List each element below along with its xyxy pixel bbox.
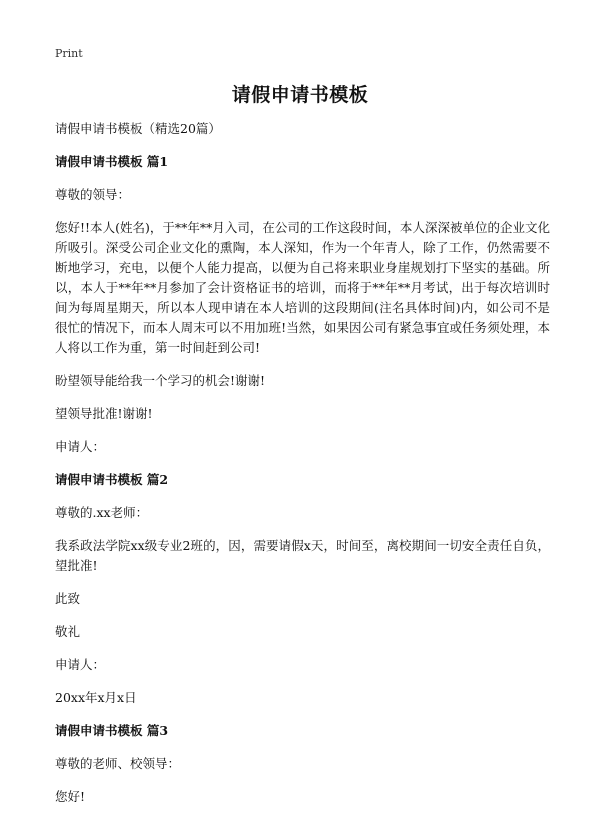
section-3-greeting: 您好!: [55, 789, 86, 804]
page-title: 请假申请书模板: [231, 84, 369, 106]
section-2-closing-1: 此致: [55, 591, 81, 606]
section-1-salutation: 尊敬的领导：: [55, 187, 131, 202]
section-heading-1: 请假申请书模板 篇1: [55, 154, 169, 169]
section-1-signer: 申请人：: [55, 439, 106, 454]
section-2-signer: 申请人：: [55, 657, 106, 672]
section-1-line-2: 望领导批准!谢谢!: [55, 406, 153, 421]
section-2-date: 20xx年x月x日: [55, 690, 137, 705]
section-1-body: 您好!!本人(姓名)，于**年**月入司，在公司的工作这段时间，本人深深被单位的企业文化所吸引。深受公司企业文化的熏陶，本人深知，作为一个年青人，除了工作，仍然需要不断地学习，充电，以便个人能力提高，以便为自己将来职业身崖规划打下坚实的基础。所以，本人于**年**月参加了会计资格证书的培训，而将于**年**月考试，出于每次培训时间为每周星期天，所以本人现申请在本人培训的这段期间(注名具体时间)内，如公司不是很忙的情况下，而本人周末可以不用加班!当然，如果因公司有紧急事宜或任务须处理，本人将以工作为重，第一时间赶到公司!: [55, 220, 550, 355]
section-2-body: 我系政法学院xx级专业2班的，因，需要请假x天，时间至，离校期间一切安全责任自负，望批准!: [55, 538, 550, 573]
print-label: Print: [55, 47, 83, 60]
document-content: [55, 119, 550, 807]
section-2-closing-2: 敬礼: [55, 624, 81, 639]
section-heading-2: 请假申请书模板 篇2: [55, 472, 169, 487]
document-subtitle: 请假申请书模板（精选20篇）: [55, 121, 221, 136]
section-heading-3: 请假申请书模板 篇3: [55, 723, 169, 738]
section-2-salutation: 尊敬的.xx老师：: [55, 505, 149, 520]
section-1-line-1: 盼望领导能给我一个学习的机会!谢谢!: [55, 373, 266, 388]
section-3-salutation: 尊敬的老师、校领导：: [55, 756, 181, 771]
